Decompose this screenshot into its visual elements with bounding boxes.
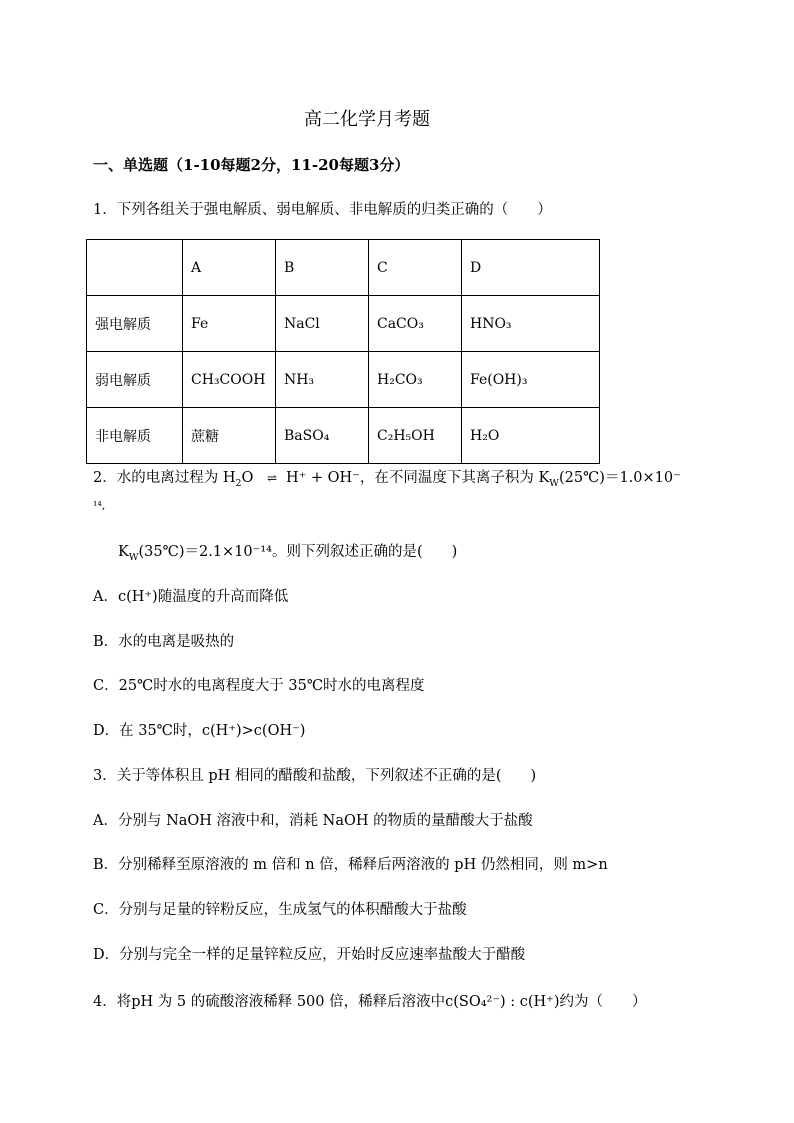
question-2-stem-line1: 2．水的电离过程为 $H_2O$ ⇌ H⁺ + OH⁻，在不同温度下其离子积为 $K_W(25℃)=1.0\times 10^-$ bbox=[93, 470, 681, 489]
section-heading: 一、单选题（1-10每题2分，11-20每题3分） bbox=[93, 156, 410, 174]
table-header-cell: C bbox=[369, 240, 462, 296]
table-row bbox=[87, 352, 600, 408]
question-2-option-b: B．水的电离是吸热的 bbox=[93, 634, 235, 650]
question-3-stem: 3．关于等体积且 pH 相同的醋酸和盐酸，下列叙述不正确的是( ) bbox=[93, 768, 537, 784]
question-1-stem: 1．下列各组关于强电解质、弱电解质、非电解质的归类正确的（ ） bbox=[93, 202, 552, 218]
table-header-cell: D bbox=[462, 240, 600, 296]
question-4-stem: 4．将pH 为 5 的硫酸溶液稀释 500 倍，稀释后溶液中c(SO₄²⁻) : c(H⁺)约为（ ） bbox=[93, 994, 647, 1010]
table-cell: H₂CO₃ bbox=[369, 352, 462, 408]
table-cell: Fe bbox=[183, 296, 276, 352]
question-2-exponent-wrap: ¹⁴, bbox=[93, 499, 106, 512]
table-cell: CaCO₃ bbox=[369, 296, 462, 352]
question-2-option-a: A．c(H⁺)随温度的升高而降低 bbox=[93, 589, 289, 605]
table-cell: NH₃ bbox=[276, 352, 369, 408]
classification-table bbox=[86, 239, 600, 464]
question-2-option-d: D．在 35℃时，c(H⁺)>c(OH⁻) bbox=[93, 723, 306, 739]
table-cell: 蔗糖 bbox=[183, 408, 276, 464]
row-label: 非电解质 bbox=[87, 408, 183, 464]
question-3-option-c: C．分别与足量的锌粉反应，生成氢气的体积醋酸大于盐酸 bbox=[93, 902, 467, 918]
concentration-ratio: c(SO₄²⁻) : c(H⁺) bbox=[445, 994, 560, 1010]
table-cell: Fe(OH)₃ bbox=[462, 352, 600, 408]
table-header-cell: A bbox=[183, 240, 276, 296]
question-3-option-a: A．分别与 NaOH 溶液中和，消耗 NaOH 的物质的量醋酸大于盐酸 bbox=[93, 813, 533, 829]
table-row bbox=[87, 408, 600, 464]
table-row bbox=[87, 296, 600, 352]
page-title: 高二化学月考题 bbox=[304, 109, 430, 130]
table-cell: CH₃COOH bbox=[183, 352, 276, 408]
question-2-option-c: C．25℃时水的电离程度大于 35℃时水的电离程度 bbox=[93, 678, 425, 694]
table-cell: H₂O bbox=[462, 408, 600, 464]
table-cell: HNO₃ bbox=[462, 296, 600, 352]
table-cell: BaSO₄ bbox=[276, 408, 369, 464]
table-header-cell bbox=[87, 240, 183, 296]
table-header-row bbox=[87, 240, 600, 296]
question-3-option-b: B．分别稀释至原溶液的 m 倍和 n 倍，稀释后两溶液的 pH 仍然相同，则 m>n bbox=[93, 857, 608, 873]
table-cell: C₂H₅OH bbox=[369, 408, 462, 464]
row-label: 弱电解质 bbox=[87, 352, 183, 408]
equilibrium-arrow-icon: ⇌ bbox=[266, 471, 278, 485]
question-2-stem-line2: $K_W(35℃)=2.1\times 10^{-14}$。则下列叙述正确的是( ) bbox=[118, 544, 458, 563]
row-label: 强电解质 bbox=[87, 296, 183, 352]
question-3-option-d: D．分别与完全一样的足量锌粒反应，开始时反应速率盐酸大于醋酸 bbox=[93, 947, 526, 963]
table-header-cell: B bbox=[276, 240, 369, 296]
table-cell: NaCl bbox=[276, 296, 369, 352]
